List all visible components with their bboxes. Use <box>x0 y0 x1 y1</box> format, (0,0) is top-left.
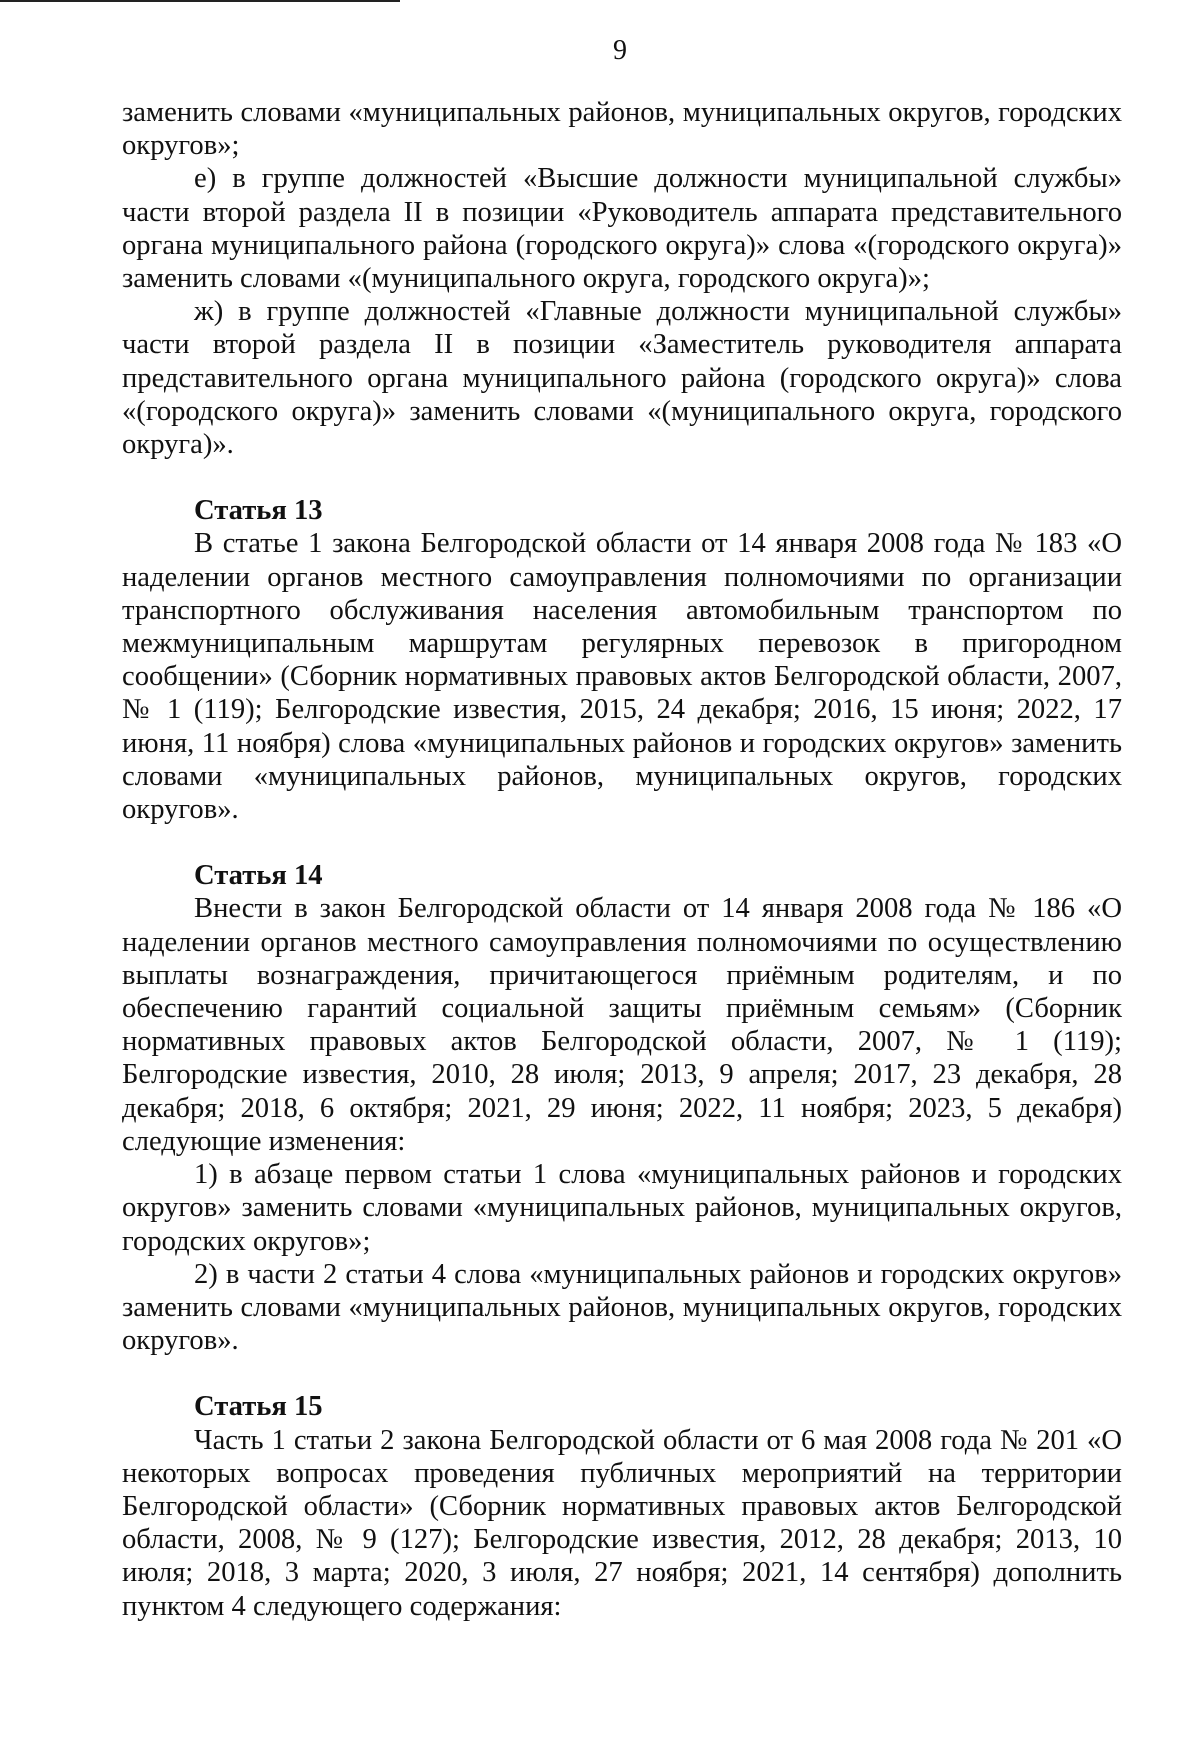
section-spacer <box>122 461 1122 494</box>
article-13-text: В статье 1 закона Белгородской области от 14 января 2008 года № 183 «О наделении органов местного самоуправления полномочиями по организации транспортного обслуживания населения автомобильным транспортом по межмуниципальным маршрутам регулярных перевозок в пригородном сообщении» (Сборник нормативных правовых актов Белгородской области, 2007, № 1 (119); Белгородские известия, 2015, 24 декабря; 2016, 15 июня; 2022, 17 июня, 11 ноября) слова «муниципальных районов и городских округов» заменить словами «муниципальных районов, муниципальных округов, городских округов». <box>122 528 1122 826</box>
article-15-text: Часть 1 статьи 2 закона Белгородской области от 6 мая 2008 года № 201 «О некоторых вопросах проведения публичных мероприятий на территории Белгородской области» (Сборник нормативных правовых актов Белгородской области, 2008, № 9 (127); Белгородские известия, 2012, 28 декабря; 2013, 10 июля; 2018, 3 марта; 2020, 3 июля, 27 ноября; 2021, 14 сентября) дополнить пунктом 4 следующего содержания: <box>122 1424 1122 1622</box>
paragraph-item-zh: ж) в группе должностей «Главные должности муниципальной службы» части второй раздела II в позиции «Заместитель руководителя аппарата представительного органа муниципального района (городского округа)» слова «(городского округа)» заменить словами «(муниципального округа, городского округа)». <box>122 296 1122 461</box>
article-13-heading: Статья 13 <box>194 495 323 527</box>
top-edge-rule <box>0 0 400 2</box>
article-14-item-1: 1) в абзаце первом статьи 1 слова «муниципальных районов и городских округов» заменить словами «муниципальных районов, муниципальных округов, городских округов»; <box>122 1159 1122 1257</box>
article-15-heading: Статья 15 <box>194 1391 323 1423</box>
article-14-text: Внести в закон Белгородской области от 14 января 2008 года № 186 «О наделении органов местного самоуправления полномочиями по осуществлению выплаты вознаграждения, причитающегося приёмным родителям, и по обеспечению гарантий социальной защиты приёмным семьям» (Сборник нормативных правовых актов Белгородской области, 2007, № 1 (119); Белгородские известия, 2010, 28 июля; 2013, 9 апреля; 2017, 23 декабря, 28 декабря; 2018, 6 октября; 2021, 29 июня; 2022, 11 ноября; 2023, 5 декабря) следующие изменения: <box>122 893 1122 1157</box>
article-14-item-2: 2) в части 2 статьи 4 слова «муниципальных районов и городских округов» заменить словами «муниципальных районов, муниципальных округов, городских округов». <box>122 1258 1122 1357</box>
article-14-heading: Статья 14 <box>194 860 323 892</box>
page-number: 9 <box>613 35 627 66</box>
section-spacer <box>122 826 1122 859</box>
section-spacer <box>122 1357 1122 1390</box>
paragraph: заменить словами «муниципальных районов, муниципальных округов, городских округов»; <box>122 97 1122 162</box>
paragraph-item-e: е) в группе должностей «Высшие должности муниципальной службы» части второй раздела II в позиции «Руководитель аппарата представительного органа муниципального района (городского округа)» слова «(городского округа)» заменить словами «(муниципального округа, городского округа)»; <box>122 163 1122 295</box>
document-body <box>122 96 1122 1623</box>
